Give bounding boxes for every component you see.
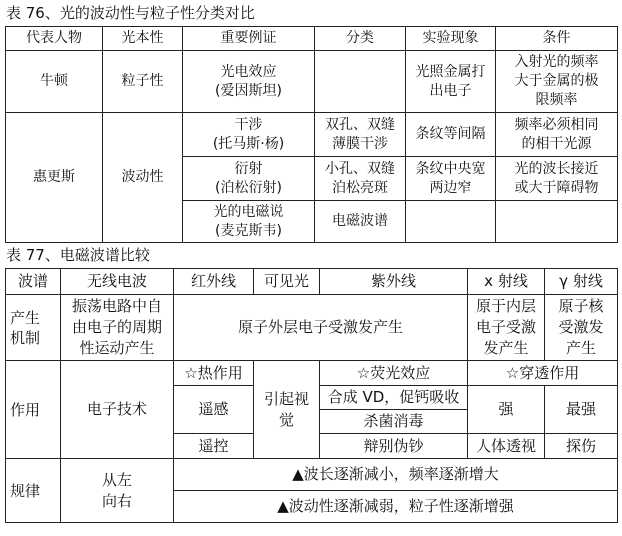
table77-em-spectrum xyxy=(5,268,618,523)
em-theory-phenomenon xyxy=(406,201,496,243)
law-radio-line1: 从左 xyxy=(101,470,132,489)
header-infrared: 红外线 xyxy=(174,269,254,295)
diffraction-condition-line2: 或大于障碍物 xyxy=(514,179,599,196)
header-phenomenon: 实验现象 xyxy=(406,27,496,51)
newton-person: 牛顿 xyxy=(6,51,103,113)
table77-caption: 表 77、电磁波谱比较 xyxy=(6,246,150,264)
newton-nature: 粒子性 xyxy=(103,51,183,113)
law-radio xyxy=(61,459,174,523)
header-evidence: 重要例证 xyxy=(183,27,315,51)
header-gamma-ray: γ 射线 xyxy=(545,269,618,295)
usage-gamma-application: 探伤 xyxy=(545,434,618,459)
diffraction-condition-line1: 光的波长接近 xyxy=(514,160,599,177)
em-theory-evidence-line1: 光的电磁说 xyxy=(213,203,284,220)
usage-infrared-heat: ☆热作用 xyxy=(174,361,254,386)
usage-radio: 电子技术 xyxy=(61,361,174,459)
usage-visible-line2: 觉 xyxy=(278,410,294,429)
diffraction-condition xyxy=(496,157,618,201)
interference-category-line1: 双孔、双缝 xyxy=(325,116,395,133)
em-theory-category: 电磁波谱 xyxy=(315,201,406,243)
usage-uv-fluorescence: ☆荧光效应 xyxy=(320,361,468,386)
header-spectrum: 波谱 xyxy=(6,269,61,295)
usage-xray-application: 人体透视 xyxy=(468,434,545,459)
newton-phenomenon-line2: 出电子 xyxy=(429,82,472,99)
production-xray-line2: 电子受激 xyxy=(475,318,536,336)
header-category: 分类 xyxy=(315,27,406,51)
table76-light-duality xyxy=(5,26,618,243)
usage-visible-line1: 引起视 xyxy=(263,389,309,408)
law-label: 规律 xyxy=(6,459,61,523)
production-label xyxy=(6,295,61,361)
production-xray xyxy=(468,295,545,361)
diffraction-evidence xyxy=(183,157,315,201)
diffraction-evidence-line1: 衍射 xyxy=(234,160,263,177)
law-wave-particle: ▲波动性逐渐减弱，粒子性逐渐增强 xyxy=(174,491,618,523)
interference-evidence-line2: (托马斯·杨) xyxy=(212,135,285,152)
production-gamma-line2: 受激发 xyxy=(558,318,604,336)
diffraction-evidence-line2: (泊松衍射) xyxy=(215,179,282,196)
newton-phenomenon xyxy=(406,51,496,113)
usage-label: 作用 xyxy=(6,361,61,459)
usage-uv-sterilize: 杀菌消毒 xyxy=(320,410,468,434)
usage-xray-strength: 强 xyxy=(468,386,545,434)
production-radio-line1: 振荡电路中自 xyxy=(71,297,162,315)
interference-evidence xyxy=(183,113,315,157)
header-radio-wave: 无线电波 xyxy=(61,269,174,295)
newton-evidence xyxy=(183,51,315,113)
production-label-line2: 机制 xyxy=(10,328,41,347)
production-outer-electron: 原子外层电子受激发产生 xyxy=(174,295,468,361)
header-condition: 条件 xyxy=(496,27,618,51)
production-label-line1: 产生 xyxy=(10,308,41,327)
law-radio-line2: 向右 xyxy=(101,491,132,510)
table77-header-row xyxy=(6,269,618,295)
newton-evidence-line1: 光电效应 xyxy=(220,63,277,80)
interference-category xyxy=(315,113,406,157)
header-xray: x 射线 xyxy=(468,269,545,295)
production-xray-line1: 原于内层 xyxy=(475,297,536,315)
interference-condition-line1: 频率必须相同 xyxy=(514,116,599,133)
header-visible-light: 可见光 xyxy=(254,269,320,295)
interference-condition-line2: 的相干光源 xyxy=(521,135,592,152)
header-nature: 光本性 xyxy=(103,27,183,51)
diffraction-category-line2: 泊松亮斑 xyxy=(332,179,388,196)
production-gamma-line3: 产生 xyxy=(565,339,596,357)
interference-phenomenon: 条纹等间隔 xyxy=(406,113,496,157)
usage-penetration: ☆穿透作用 xyxy=(468,361,618,386)
newton-condition-line1: 入射光的频率 xyxy=(514,54,599,70)
usage-visible xyxy=(254,361,320,459)
newton-phenomenon-line1: 光照金属打 xyxy=(415,63,486,80)
production-xray-line3: 发产生 xyxy=(483,339,529,357)
production-radio-line3: 性运动产生 xyxy=(79,339,155,357)
newton-category xyxy=(315,51,406,113)
diffraction-category xyxy=(315,157,406,201)
table76-header-row xyxy=(6,27,618,51)
em-theory-condition xyxy=(496,201,618,243)
production-radio xyxy=(61,295,174,361)
header-person: 代表人物 xyxy=(6,27,103,51)
diffraction-phenomenon-line1: 条纹中央宽 xyxy=(415,160,486,177)
interference-category-line2: 薄膜干涉 xyxy=(332,135,388,152)
law-wavelength: ▲波长逐渐减小，频率逐渐增大 xyxy=(174,459,618,491)
interference-evidence-line1: 干涉 xyxy=(234,116,263,133)
diffraction-phenomenon-line2: 两边窄 xyxy=(429,179,472,196)
usage-uv-vitamin-d: 合成 VD，促钙吸收 xyxy=(320,386,468,410)
newton-condition xyxy=(496,51,618,113)
huygens-person: 惠更斯 xyxy=(6,113,103,243)
table76-caption: 表 76、光的波动性与粒子性分类对比 xyxy=(6,4,255,22)
usage-infrared-remote-control: 遥控 xyxy=(174,434,254,459)
header-ultraviolet: 紫外线 xyxy=(320,269,468,295)
usage-uv-counterfeit: 辩别伪钞 xyxy=(320,434,468,459)
law-row-1 xyxy=(6,459,618,491)
diffraction-phenomenon xyxy=(406,157,496,201)
newton-condition-line3: 限频率 xyxy=(535,92,578,108)
newton-condition-line2: 大于金属的极 xyxy=(514,73,599,89)
interference-condition xyxy=(496,113,618,157)
diffraction-category-line1: 小孔、双缝 xyxy=(325,160,395,177)
em-theory-evidence-line2: (麦克斯韦) xyxy=(215,222,282,239)
production-radio-line2: 由电子的周期 xyxy=(71,318,162,336)
newton-row xyxy=(6,51,618,113)
usage-row-1 xyxy=(6,361,618,386)
em-theory-evidence xyxy=(183,201,315,243)
huygens-nature: 波动性 xyxy=(103,113,183,243)
huygens-row-interference xyxy=(6,113,618,157)
production-row xyxy=(6,295,618,361)
production-gamma xyxy=(545,295,618,361)
usage-gamma-strength: 最强 xyxy=(545,386,618,434)
production-gamma-line1: 原子核 xyxy=(558,297,604,315)
newton-evidence-line2: (爱因斯坦) xyxy=(215,82,282,99)
usage-infrared-remote-sensing: 遥感 xyxy=(174,386,254,434)
